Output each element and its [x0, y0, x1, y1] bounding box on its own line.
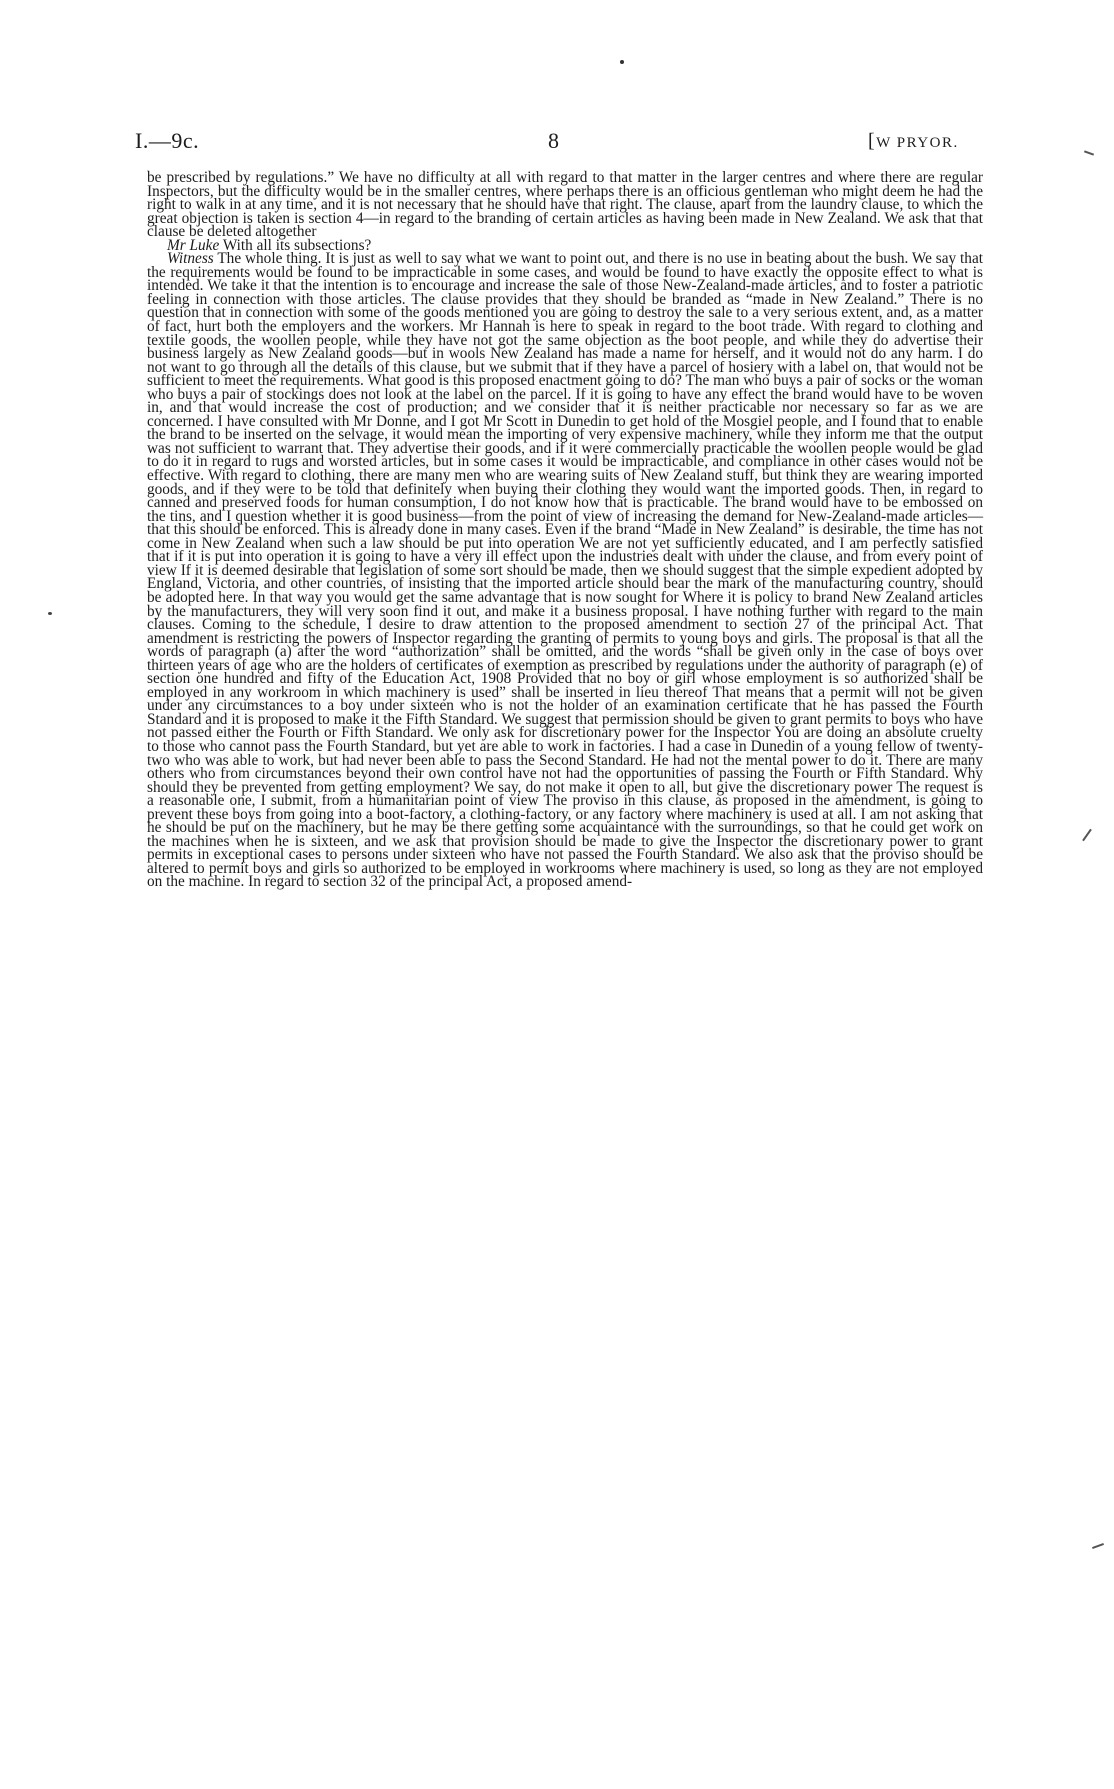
page-number: 8	[548, 128, 559, 153]
speech-text: With all its subsections?	[219, 236, 372, 254]
speaker-name: Mr Luke	[167, 236, 220, 254]
margin-mark	[1092, 1543, 1104, 1549]
bracket: [	[868, 130, 877, 152]
document-reference: I.—9c.	[135, 128, 200, 153]
paragraph	[147, 252, 983, 889]
ink-speck	[620, 60, 624, 64]
margin-mark	[1082, 829, 1092, 842]
body-text	[147, 171, 983, 889]
witness-name	[868, 130, 959, 153]
speaker-name: Witness	[167, 250, 214, 268]
ink-speck	[48, 612, 52, 615]
page-header	[0, 128, 1114, 158]
speech-text: The whole thing. It is just as well to say what we want to point out, and there is no use in beating about the bush. We say that the requirements would be found to be impracticable in some cases, and would be found to have exactly the opposite effect to what is intended. We take it that the intention is to encourage and increase the sale of those New-Zealand-made articles, and to foster a patriotic feeling in connection with those articles. The clause provides that they should be branded as “made in New Zealand.” There is no question that in connection with some of the goods mentioned you are going to destroy the sale to a very serious extent, and, as a matter of fact, hurt both the employers and the workers. Mr Hannah is here to speak in regard to the boot trade. With regard to clothing and textile goods, the woollen people, while they have not got the same objection as the boot people, and while they do advertise their business largely as New Zealand goods—but in wools New Zealand has made a name for herself, and it would not do any harm. I do not want to go through all the details of this clause, but we submit that if they have a parcel of hosiery with a label on, that would not be sufficient to meet the requirements. What good is this proposed enactment going to do? The man who buys a pair of socks or the woman who buys a pair of stockings does not look at the label on the parcel. If it is going to have any effect the brand would have to be woven in, and that would increase the cost of production; and we consider that it is neither practicable nor necessary so far as we are concerned. I have consulted with Mr Donne, and I got Mr Scott in Dunedin to get hold of the Mosgiel people, and I found that to enable the brand to be inserted on the selvage, it would mean the importing of very expensive machinery, while they inform me that the output was not sufficient to warrant that. They advertise their goods, and if it were commercially practicable the woollen people would be glad to do it in regard to rugs and worsted articles, but in some cases it would be impracticable, and compliance in other cases would not be effective. With regard to clothing, there are many men who are wearing suits of New Zealand stuff, but think they are wearing imported goods, and if they were to be told that definitely when buying their clothing they would want the imported goods. Then, in regard to canned and preserved foods for human consumption, I do not know how that is practicable. The brand would have to be embossed on the tins, and I question whether it is good business—from the point of view of increasing the demand for New-Zealand-made articles—that this should be enforced. This is already done in many cases. Even if the brand “Made in New Zealand” is desirable, the time has not come in New Zealand when such a law should be put into operation We are not yet sufficiently educated, and I am perfectly satisfied that if it is put into operation it is going to have a very ill effect upon the industries dealt with under the clause, and from every point of view If it is deemed desirable that legislation of some sort should be made, then we should suggest that the simple expedient adopted by England, Victoria, and other countries, of insisting that the imported article should bear the mark of the manufacturing country, should be adopted here. In that way you would get the same advantage that is now sought for Where it is policy to brand New Zealand articles by the manufacturers, they will very soon find it out, and make it a business proposal. I have nothing further with regard to the main clauses. Coming to the schedule, I desire to draw attention to the proposed amendment to section 27 of the principal Act. That amendment is restricting the powers of Inspector regarding the granting of permits to young boys and girls. The proposal is that all the words of paragraph (a) after the word “authorization” shall be omitted, and the words “shall be given only in the case of boys over thirteen years of age who are the holders of certificates of exemption as prescribed by regulations under the authority of paragraph (e) of section one hundred and fifty of the Education Act, 1908 Provided that no boy or girl whose employment is so authorized shall be employed in any workroom in which machinery is used” shall be inserted in lieu thereof That means that a permit will not be given under any circumstances to a boy under sixteen who is not the holder of an examination certificate that he has passed the Fourth Standard and it is proposed to make it the Fifth Standard. We suggest that permission should be given to grant permits to boys who have not passed either the Fourth or Fifth Standard. We only ask for discretionary power for the Inspector You are doing an absolute cruelty to those who cannot pass the Fourth Standard, but yet are able to work in factories. I had a case in Dunedin of a young fellow of twenty-two who was able to work, but had never been able to pass the Second Standard. He had not the mental power to do it. There are many others who from circumstances beyond their own control have not had the opportunities of passing the Fourth or Fifth Standard. Why should they be prevented from getting employment? We say, do not make it open to all, but give the discretionary power The request is a reasonable one, I submit, from a humanitarian point of view The proviso in this clause, as proposed in the amendment, is going to prevent these boys from going into a boot-factory, a clothing-factory, or any factory where machinery is used at all. I am not asking that he should be put on the machinery, but he may be there getting some acquaintance with the surroundings, so that he could get work on the machines when he is sixteen, and we ask that provision should be made to give the Inspector the discretionary power to grant permits in exceptional cases to persons under sixteen who have not passed the Fourth Standard. We also ask that the proviso should be altered to permit boys and girls so authorized to be employed in workrooms where machinery is used, so long as they are not employed on the machine. In regard to section 32 of the principal Act, a proposed amend-	[147, 250, 983, 891]
witness-name-text: W PRYOR.	[876, 135, 959, 151]
paragraph: be prescribed by regulations.” We have no difficulty at all with regard to that matter in the larger centres and where there are regular Inspectors, but the difficulty would be in the smaller centres, where perhaps there is an officious gentleman who might deem he had the right to walk in at any time, and it is not necessary that he should have that right. The clause, apart from the laundry clause, to which the great objection is taken is section 4—in regard to the branding of certain articles as having been made in New Zealand. We ask that that clause be deleted altogether	[147, 169, 983, 241]
